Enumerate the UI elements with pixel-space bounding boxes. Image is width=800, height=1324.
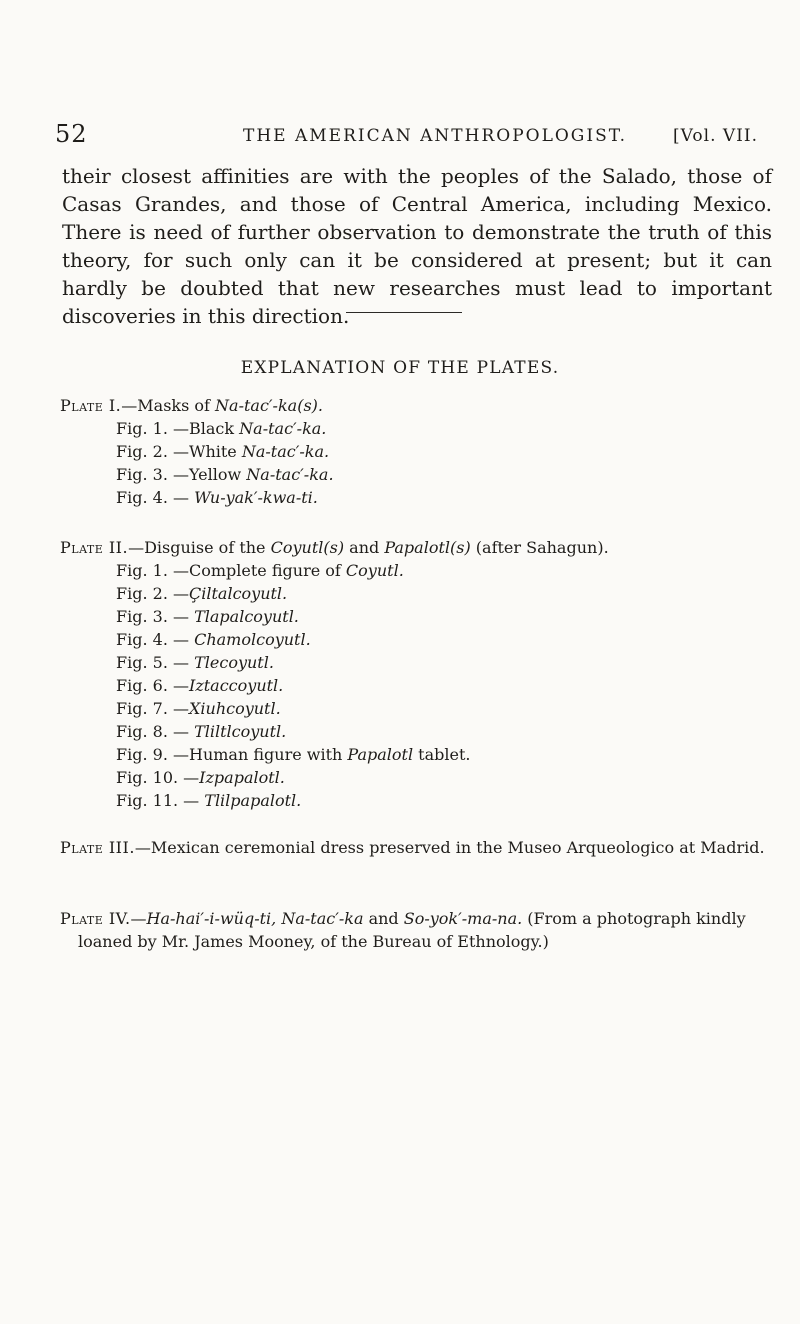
fig-number: Fig. 2. <box>116 584 168 603</box>
section-title: EXPLANATION OF THE PLATES. <box>240 358 560 378</box>
plate-4-label: Plate IV. <box>60 909 131 928</box>
plate-1-block <box>60 394 778 509</box>
running-header <box>55 120 760 150</box>
fig-desc: —White <box>173 442 242 461</box>
plate-2-label: Plate II. <box>60 538 129 557</box>
fig-desc: — <box>173 676 189 695</box>
plate-1-label: Plate I. <box>60 396 122 415</box>
fig-name: Tliltlcoyutl. <box>194 722 287 741</box>
plate-3-block <box>60 836 778 859</box>
fig-line <box>116 651 778 674</box>
plate-4-name-3: So-yok′-ma-na. <box>403 909 523 928</box>
fig-desc: —Black <box>173 419 240 438</box>
fig-line <box>116 559 778 582</box>
fig-desc: — <box>173 699 189 718</box>
fig-line <box>116 628 778 651</box>
fig-desc: — <box>173 722 195 741</box>
plate-4-description <box>60 907 778 953</box>
fig-name: Iztaccoyutl. <box>189 676 284 695</box>
fig-name: Coyutl. <box>345 561 404 580</box>
fig-line <box>116 720 778 743</box>
plate-2-heading <box>60 536 778 559</box>
plate-4-block <box>60 907 778 953</box>
fig-line <box>116 674 778 697</box>
plate-3-description <box>60 836 778 859</box>
fig-desc: — <box>173 630 195 649</box>
plate-1-subject: Na-tac′-ka(s). <box>215 396 323 415</box>
plate-2-suffix: (after Sahagun). <box>470 538 609 557</box>
fig-desc: — <box>173 584 189 603</box>
fig-post: tablet. <box>413 745 471 764</box>
fig-number: Fig. 1. <box>116 419 168 438</box>
fig-name: Chamolcoyutl. <box>194 630 311 649</box>
fig-desc: — <box>183 791 205 810</box>
plate-2-conj: and <box>344 538 385 557</box>
fig-line <box>116 697 778 720</box>
fig-number: Fig. 2. <box>116 442 168 461</box>
fig-number: Fig. 4. <box>116 488 168 507</box>
plate-1-prefix: —Masks of <box>121 396 216 415</box>
fig-desc: —Yellow <box>173 465 247 484</box>
fig-name: Xiuhcoyutl. <box>189 699 281 718</box>
plate-4-conj: and <box>363 909 404 928</box>
plate-2-subject-2: Papalotl(s) <box>384 538 471 557</box>
fig-desc: —Human figure with <box>173 745 348 764</box>
fig-line <box>116 486 778 509</box>
fig-name: Tlecoyutl. <box>194 653 274 672</box>
fig-name: Tlapalcoyutl. <box>194 607 299 626</box>
fig-desc: — <box>173 607 195 626</box>
fig-number: Fig. 10. <box>116 768 179 787</box>
fig-number: Fig. 8. <box>116 722 168 741</box>
page-number: 52 <box>55 120 88 148</box>
fig-number: Fig. 7. <box>116 699 168 718</box>
plate-4-dash: — <box>130 909 147 928</box>
fig-name: Papalotl <box>347 745 414 764</box>
fig-line <box>116 582 778 605</box>
fig-name: Tlilpapalotl. <box>204 791 302 810</box>
fig-name: Na-tac′-ka. <box>246 465 334 484</box>
fig-number: Fig. 9. <box>116 745 168 764</box>
plate-1-fig-list <box>60 417 778 509</box>
plate-2-block <box>60 536 778 812</box>
body-paragraph: their closest affinities are with the peoples of the Salado, those of Casas Grandes, and those of Central America, including Mexico. There is need of further observation to demonstrate the truth of this theory, for such only can it be considered at present; but it can hardly be doubted that new researches must lead to important discoveries in this direction. <box>62 164 772 328</box>
plate-2-prefix: —Disguise of the <box>128 538 271 557</box>
fig-number: Fig. 5. <box>116 653 168 672</box>
fig-number: Fig. 3. <box>116 465 168 484</box>
plate-1-heading <box>60 394 778 417</box>
plate-2-fig-list <box>60 559 778 812</box>
section-divider <box>346 312 462 313</box>
volume-label: [Vol. VII. <box>673 126 758 146</box>
fig-name: Wu-yak′-kwa-ti. <box>194 488 318 507</box>
fig-name: Na-tac′-ka. <box>239 419 327 438</box>
plate-3-label: Plate III. <box>60 838 135 857</box>
plate-4-text: (From a photograph kindly loaned by Mr. James Mooney, of the Bureau of Ethnology.) <box>78 909 746 951</box>
fig-name: Izpapalotl. <box>199 768 285 787</box>
fig-line <box>116 463 778 486</box>
plate-4-name-2: Na-tac′-ka <box>281 909 364 928</box>
plate-4-name-1: Ha-hai′-i-wüq-ti, <box>146 909 277 928</box>
fig-line <box>116 789 778 812</box>
fig-line <box>116 766 778 789</box>
plate-3-text: —Mexican ceremonial dress preserved in the Museo Arqueologico at Madrid. <box>134 838 765 857</box>
fig-number: Fig. 1. <box>116 561 168 580</box>
fig-number: Fig. 6. <box>116 676 168 695</box>
journal-title: THE AMERICAN ANTHROPOLOGIST. <box>243 126 627 146</box>
fig-desc: — <box>173 653 195 672</box>
fig-desc: —Complete figure of <box>173 561 346 580</box>
fig-desc: — <box>183 768 200 787</box>
fig-line <box>116 417 778 440</box>
fig-name: Na-tac′-ka. <box>241 442 330 461</box>
fig-number: Fig. 11. <box>116 791 179 810</box>
fig-desc: — <box>173 488 195 507</box>
fig-name: Çiltalcoyutl. <box>189 584 288 603</box>
fig-number: Fig. 4. <box>116 630 168 649</box>
fig-line <box>116 743 778 766</box>
fig-number: Fig. 3. <box>116 607 168 626</box>
plate-2-subject-1: Coyutl(s) <box>270 538 345 557</box>
fig-line <box>116 440 778 463</box>
fig-line <box>116 605 778 628</box>
